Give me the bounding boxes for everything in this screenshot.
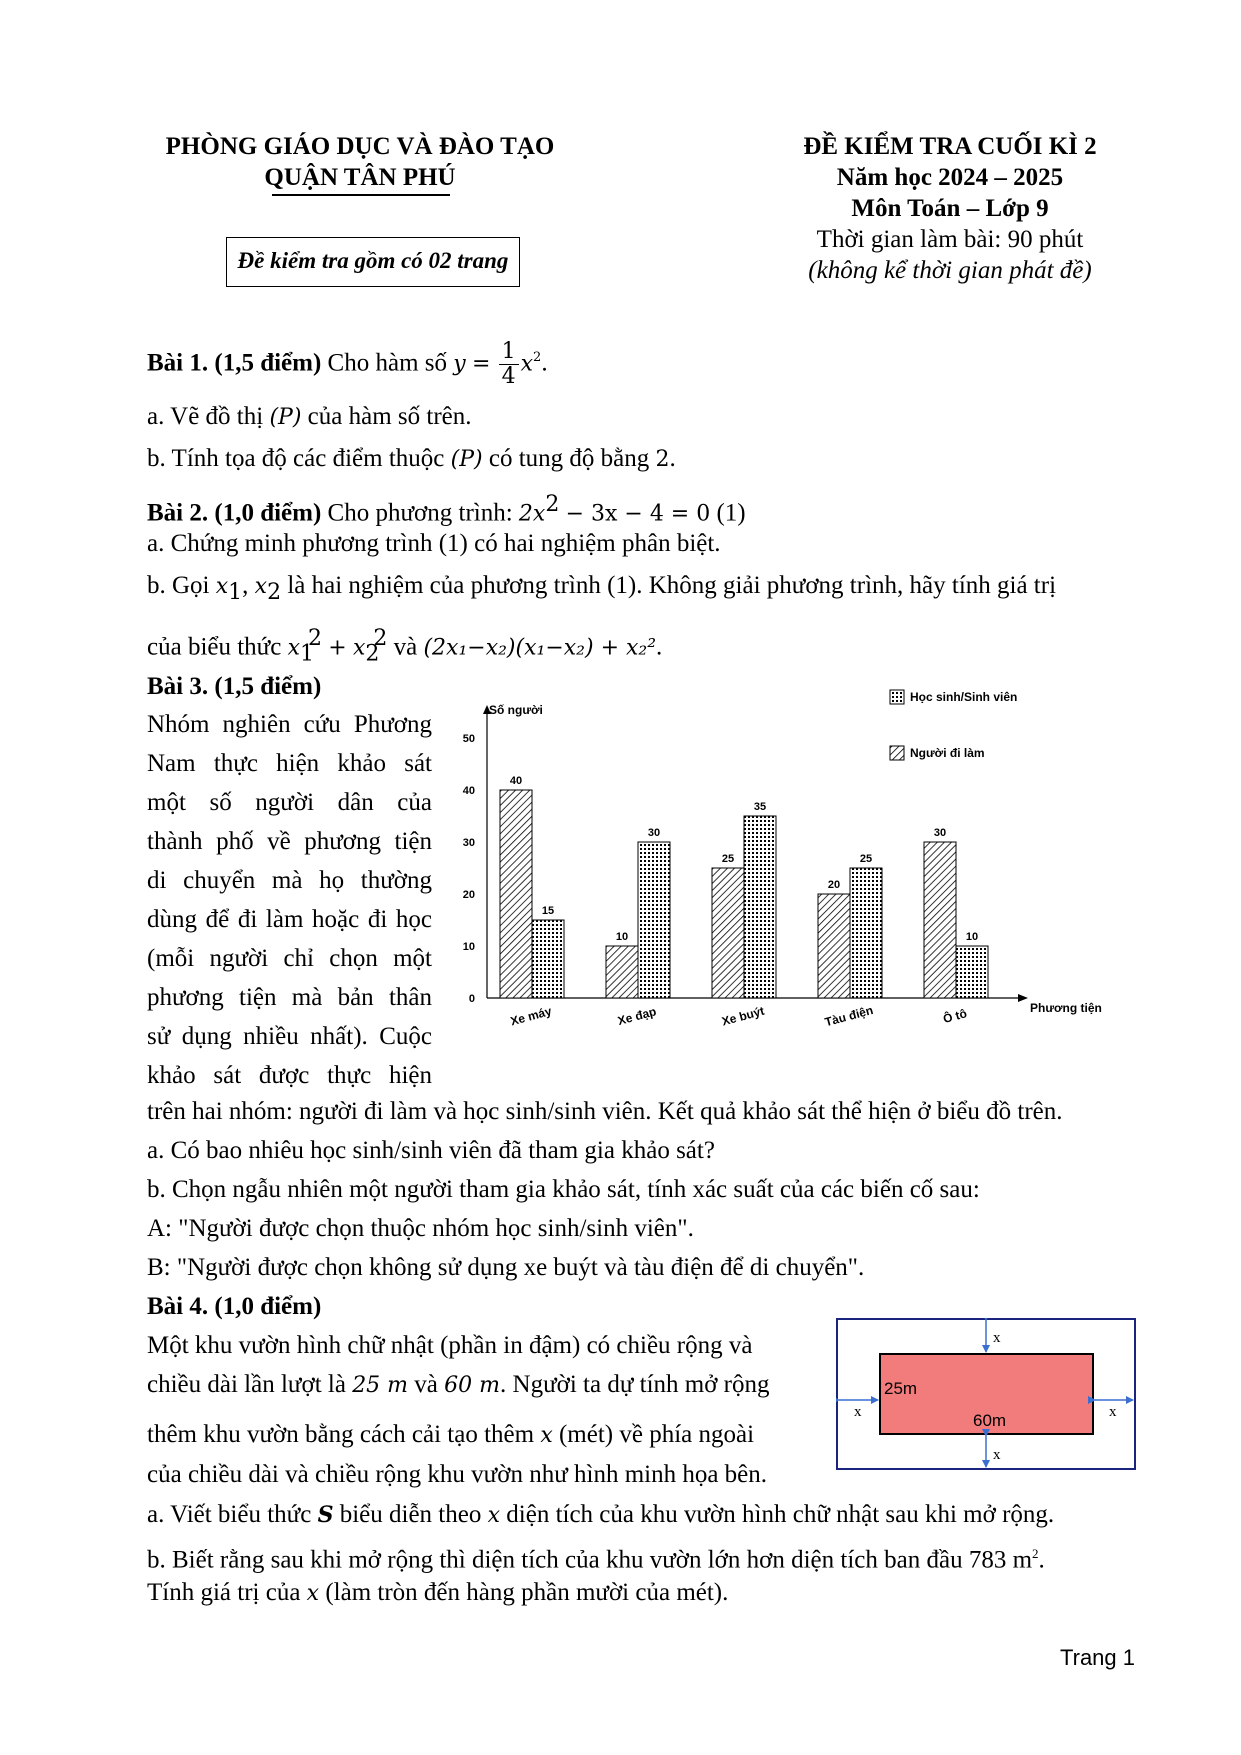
bar-value-label: 15	[541, 905, 555, 917]
y-tick-label: 0	[468, 993, 475, 1005]
expression-2: (2x₁−x₂)(x₁−x₂) + x₂²	[423, 635, 657, 661]
bai1-statement	[147, 338, 548, 389]
bai2-expression-line	[147, 619, 662, 673]
side-line: một số người dân của	[147, 789, 432, 816]
period: .	[656, 633, 663, 661]
var-x: x	[352, 635, 366, 661]
bai2-part-b	[147, 566, 1056, 612]
plus: +	[328, 635, 347, 661]
sup-2: 2	[1032, 1546, 1039, 1561]
y-tick-label: 30	[462, 837, 475, 849]
sub-1: 1	[300, 641, 314, 667]
event-A: A: "Người được chọn thuộc nhóm học sinh/sinh viên".	[147, 1215, 694, 1242]
bai1b-val: 2	[655, 447, 670, 472]
side-line: Nhóm nghiên cứu Phương	[147, 711, 432, 738]
bai1-intro: Cho hàm số	[327, 349, 447, 377]
y-tick-label: 40	[462, 785, 475, 797]
survey-bar-chart	[440, 685, 1130, 1080]
bai3-side-text	[147, 705, 432, 1095]
side-line: dùng để đi làm hoặc đi học	[147, 906, 432, 933]
bai4a-mid: biểu diễn theo	[339, 1501, 482, 1528]
bai1-title: Bài 1. (1,5 điểm)	[147, 349, 322, 377]
event-B: B: "Người được chọn không sử dụng xe buýt và tàu điện để di chuyển".	[147, 1254, 865, 1281]
category-label: Xe buýt	[720, 1003, 766, 1029]
bar-value-label: 20	[827, 879, 841, 891]
dept-title: PHÒNG GIÁO DỤC VÀ ĐÀO TẠO	[165, 133, 555, 160]
var-x: x	[306, 1581, 320, 1606]
bai4-line1: Một khu vườn hình chữ nhật (phần in đậm) có chiều rộng và	[147, 1332, 753, 1359]
bai3-cont-line: trên hai nhóm: người đi làm và học sinh/sinh viên. Kết quả khảo sát thể hiện ở biểu đồ trên.	[147, 1098, 1063, 1125]
var-x: x	[254, 574, 268, 599]
bai4-line4: của chiều dài và chiều rộng khu vườn như hình minh họa bên.	[147, 1461, 768, 1488]
bar	[606, 946, 638, 998]
sub-1: 1	[228, 580, 243, 605]
x-axis-label: Phương tiện	[1030, 1001, 1102, 1015]
district-underline	[272, 194, 450, 196]
bar	[532, 920, 564, 998]
x-axis-arrow	[1018, 994, 1028, 1002]
width-value: 25 m	[352, 1373, 409, 1398]
var-x: x	[520, 351, 534, 377]
bai4c-pre: Tính giá trị của	[147, 1579, 301, 1606]
eq-rest: − 3x − 4 = 0	[565, 501, 711, 527]
bai2c-pre: của biểu thức	[147, 633, 282, 661]
bai3-part-b: b. Chọn ngẫu nhiên một người tham gia khảo sát, tính xác suất của các biến cố sau:	[147, 1176, 980, 1203]
garden-figure	[836, 1318, 1138, 1473]
y-tick-label: 20	[462, 889, 475, 901]
bai2b-post: là hai nghiệm của phương trình (1). Không giải phương trình, hãy tính giá trị	[287, 572, 1057, 599]
bai2-part-a: a. Chứng minh phương trình (1) có hai nghiệm phân biệt.	[147, 530, 721, 557]
bai3-part-a: a. Có bao nhiêu học sinh/sinh viên đã tham gia khảo sát?	[147, 1137, 715, 1164]
bai4-part-a	[147, 1495, 1054, 1535]
side-line: di chuyển mà họ thường	[147, 867, 432, 894]
side-line: (mỗi người chỉ chọn một	[147, 945, 432, 972]
legend-swatch	[890, 690, 904, 704]
x-label-right: x	[1109, 1404, 1117, 1420]
subject: Môn Toán – Lớp 9	[851, 195, 1049, 222]
bai1b-pre: b. Tính tọa độ các điểm thuộc	[147, 445, 445, 472]
bai4-l2-mid: và	[414, 1371, 438, 1398]
var-x: x	[287, 635, 300, 661]
page-count-box	[226, 237, 520, 287]
sup-2: 2	[373, 626, 388, 651]
legend-label: Học sinh/Sinh viên	[910, 690, 1018, 704]
sub-2: 2	[267, 580, 282, 605]
bai1-part-b	[147, 439, 676, 479]
var-x: x	[540, 1423, 553, 1448]
fraction-quarter	[499, 340, 519, 389]
bar-value-label: 30	[647, 827, 661, 839]
bai4-line2	[147, 1365, 770, 1405]
y-axis-label: Số người	[489, 703, 543, 717]
bai4-l3-pre: thêm khu vườn bằng cách cải tạo thêm	[147, 1421, 535, 1448]
period: .	[541, 349, 548, 377]
eq-term-a: 2x	[518, 501, 546, 527]
exam-title: ĐỀ KIỂM TRA CUỐI KÌ 2	[803, 133, 1097, 160]
bai4a-post: diện tích của khu vườn hình chữ nhật sau khi mở rộng.	[506, 1501, 1055, 1528]
category-label: Xe đạp	[616, 1004, 658, 1028]
bai1b-mid: có tung độ bằng	[488, 445, 650, 472]
bai4b-line: b. Biết rằng sau khi mở rộng thì diện tích của khu vườn lớn hơn diện tích ban đầu 783 m	[147, 1546, 1033, 1574]
side-line: thành phố về phương tiện	[147, 828, 432, 855]
bar	[500, 790, 532, 998]
bar	[638, 842, 670, 998]
bar	[744, 816, 776, 998]
side-line: Nam thực hiện khảo sát	[147, 750, 432, 777]
length-value: 60 m	[444, 1373, 501, 1398]
x-label-bottom: x	[993, 1447, 1001, 1463]
bai2b-pre: b. Gọi	[147, 572, 210, 599]
var-x: x	[487, 1503, 501, 1528]
category-label: Tàu điện	[823, 1002, 875, 1030]
bai4-line3	[147, 1415, 754, 1455]
bar-value-label: 40	[509, 775, 523, 787]
frac-den: 4	[501, 364, 516, 390]
side-line: phương tiện mà bản thân	[147, 984, 432, 1011]
bai2-title: Bài 2. (1,0 điểm)	[147, 499, 322, 527]
y-tick-label: 10	[462, 941, 475, 953]
sup-2: 2	[308, 626, 322, 651]
bai4a-pre: a. Viết biểu thức	[147, 1501, 312, 1528]
exponent: 2	[533, 350, 542, 365]
bai1-part-a	[147, 397, 472, 437]
graph-P: (P)	[269, 405, 302, 430]
bai2-intro: Cho phương trình:	[327, 499, 513, 527]
bai4-part-b-cont	[147, 1573, 728, 1613]
comma: ,	[242, 572, 249, 599]
period: .	[1038, 1546, 1045, 1574]
bai4-l2-post: . Người ta dự tính mở rộng	[500, 1371, 770, 1398]
bar-value-label: 10	[615, 931, 629, 943]
duration-note: (không kể thời gian phát đề)	[808, 257, 1092, 284]
equals: =	[471, 351, 491, 377]
length-label: 60m	[973, 1411, 1007, 1430]
bar	[956, 946, 988, 998]
bai4-l3-post: (mét) về phía ngoài	[558, 1421, 755, 1448]
var-x: x	[215, 574, 229, 599]
frac-num: 1	[499, 340, 519, 365]
legend-swatch	[890, 746, 904, 760]
and-word: và	[393, 633, 418, 661]
bar	[924, 842, 956, 998]
category-label: Xe máy	[508, 1003, 554, 1029]
bai3-title: Bài 3. (1,5 điểm)	[147, 673, 322, 700]
bar	[712, 868, 744, 998]
bai1a-post: của hàm số trên.	[307, 403, 472, 430]
district-name: QUẬN TÂN PHÚ	[264, 164, 456, 191]
bai1a-pre: a. Vẽ đồ thị	[147, 403, 264, 430]
bai4c-post: (làm tròn đến hàng phần mười của mét).	[325, 1579, 729, 1606]
period: .	[669, 445, 676, 472]
var-y: y	[453, 351, 466, 377]
legend-label: Người đi làm	[910, 746, 985, 760]
bai4-l2-pre: chiều dài lần lượt là	[147, 1371, 346, 1398]
graph-P: (P)	[450, 447, 483, 472]
bar-value-label: 10	[965, 931, 979, 943]
width-label: 25m	[884, 1379, 918, 1398]
bar-value-label: 25	[721, 853, 735, 865]
duration: Thời gian làm bài: 90 phút	[816, 226, 1084, 253]
bar	[850, 868, 882, 998]
bar-value-label: 30	[933, 827, 947, 839]
bar	[818, 894, 850, 998]
x-label-left: x	[854, 1404, 862, 1420]
x-label-top: x	[993, 1330, 1001, 1346]
side-line: khảo sát được thực hiện	[147, 1062, 432, 1089]
page-number: Trang 1	[1060, 1645, 1136, 1670]
bar-value-label: 35	[753, 801, 767, 813]
bai4-title: Bài 4. (1,0 điểm)	[147, 1293, 322, 1320]
school-year: Năm học 2024 – 2025	[836, 164, 1064, 191]
eq-exp: 2	[545, 492, 560, 517]
sub-2: 2	[365, 641, 380, 667]
page-count-note: Đề kiểm tra gồm có 02 trang	[237, 248, 509, 273]
category-label: Ô tô	[941, 1006, 969, 1027]
y-tick-label: 50	[462, 733, 475, 745]
var-S: S	[317, 1502, 334, 1528]
side-line: sử dụng nhiều nhất). Cuộc	[147, 1023, 432, 1050]
eq-label: (1)	[716, 499, 746, 527]
bar-value-label: 25	[859, 853, 873, 865]
